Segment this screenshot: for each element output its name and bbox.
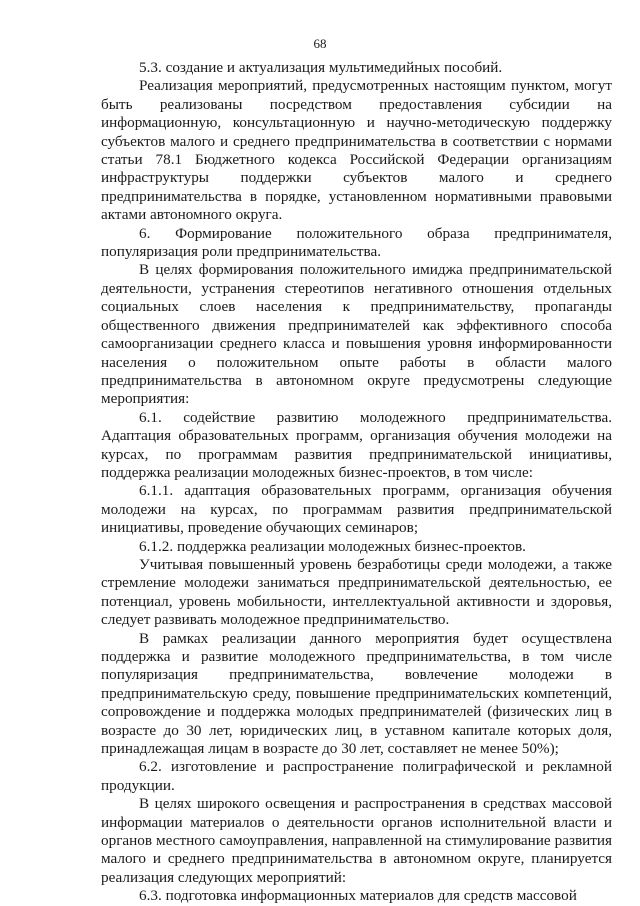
paragraph-6-1-2: 6.1.2. поддержка реализации молодежных бизнес-проектов. (139, 537, 526, 555)
paragraph-section-6-intro: В целях формирования положительного имиджа предпринимательской деятельности, устранения стереотипов негативного отношения отдельных социальных слоев населения к предпринимательству, пропаганды общественного движения предпринимателей как эффективного способа самоорганизации среднего класса и повышения уровня информированности населения о положительном опыте работы в области малого предпринимательства в автономном округе предусмотрены следующие мероприятия: (101, 261, 612, 408)
paragraph-youth-support: В рамках реализации данного мероприятия будет осуществлена поддержка и развитие молодежного предпринимательства, в том числе популяризация предпринимательства, вовлечение молодежи в предпринимательскую среду, повышение предпринимательских компетенций, сопровождение и поддержка молодых предпринимателей (физических лиц в возрасте до 30 лет, юридических лиц, в уставном капитале которых доля, принадлежащая лицам в возрасте до 30 лет, составляет не менее 50%); (101, 629, 612, 758)
paragraph-section-6: 6. Формирование положительного образа предпринимателя, популяризация роли предпринимательства. (101, 224, 612, 261)
page-number: 68 (313, 36, 327, 51)
paragraph-6-2: 6.2. изготовление и распространение полиграфической и рекламной продукции. (101, 758, 612, 794)
paragraph-6-1-1: 6.1.1. адаптация образовательных программ, организация обучения молодежи на курсах, по программам развития предпринимательской инициативы, проведение обучающих семинаров; (101, 482, 612, 537)
paragraph-subsidy-note: Реализация мероприятий, предусмотренных настоящим пунктом, могут быть реализованы посредством предоставления субсидии на информационную, консультационную и научно-методическую поддержку субъектов малого и среднего предпринимательства в соответствии с нормами статьи 78.1 Бюджетного кодекса Российской Федерации организациям инфраструктуры поддержки субъектов малого и среднего предпринимательства в порядке, установленном нормативными правовыми актами автономного округа. (101, 77, 612, 224)
document-body (101, 59, 612, 906)
paragraph-6-1: 6.1. содействие развитию молодежного предпринимательства. Адаптация образовательных программ, организация обучения молодежи на курсах, по программам развития предпринимательской инициативы, поддержка реализации молодежных бизнес-проектов, в том числе: (101, 408, 612, 481)
paragraph-6-3: 6.3. подготовка информационных материалов для средств массовой (139, 887, 577, 905)
paragraph-media-coverage: В целях широкого освещения и распространения в средствах массовой информации материалов о деятельности органов исполнительной власти и органов местного самоуправления, направленной на стимулирование развития малого и среднего предпринимательства в автономном округе, планируется реализация следующих мероприятий: (101, 795, 612, 886)
paragraph-youth-unemployment: Учитывая повышенный уровень безработицы среди молодежи, а также стремление молодежи заниматься предпринимательской деятельностью, ее потенциал, уровень мобильности, интеллектуальной активности и здоровья, следует развивать молодежное предпринимательство. (101, 555, 612, 629)
paragraph-5-3: 5.3. создание и актуализация мультимедийных пособий. (139, 59, 503, 76)
